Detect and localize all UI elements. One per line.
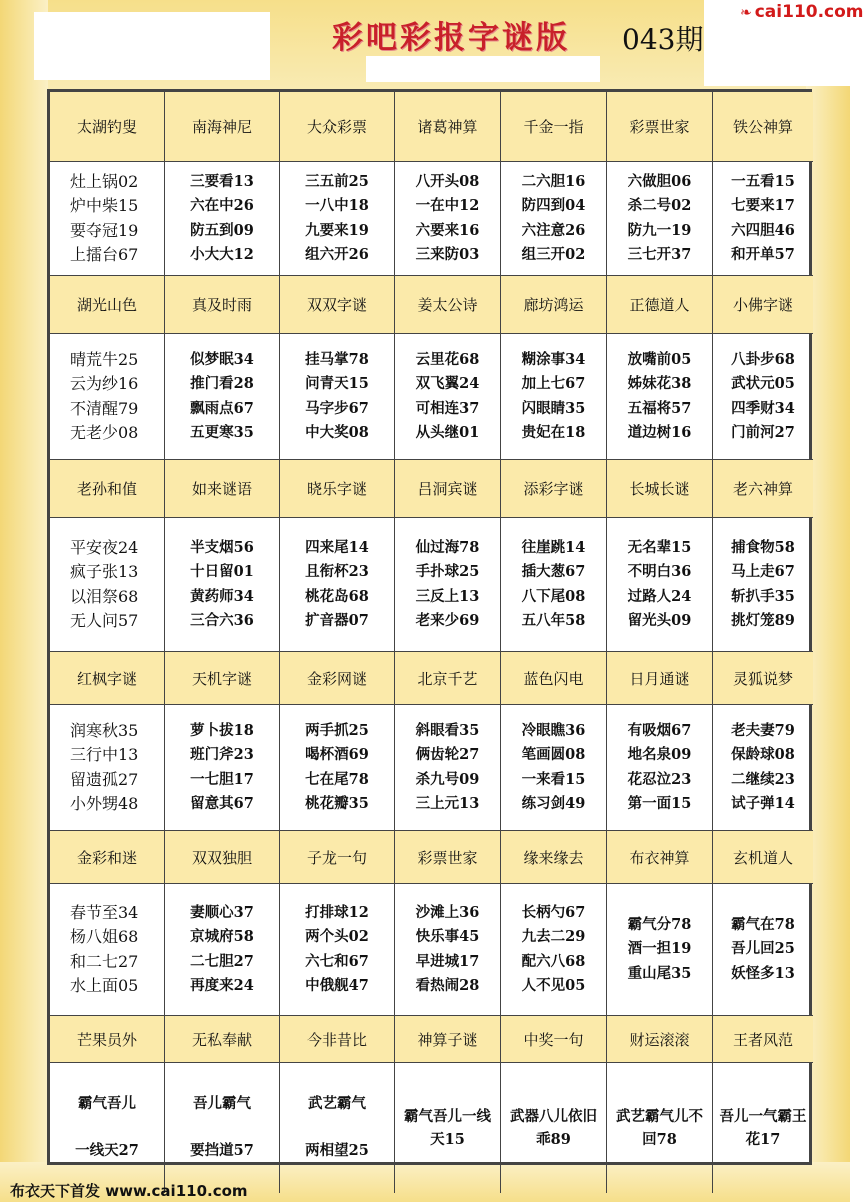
puzzle-cell [395,1063,501,1193]
puzzle-cell [713,518,813,652]
column-header: 长城长谜 [607,460,713,518]
puzzle-line: 二六胆16 [521,172,586,190]
puzzle-line: 黄药师34 [190,587,254,605]
puzzle-line: 霸气在78 [731,915,795,933]
puzzle-line: 门前河27 [731,424,795,441]
column-header: 双双独胆 [165,831,280,884]
column-header: 无私奉献 [165,1016,280,1063]
puzzle-line: 六七和67 [305,952,369,970]
puzzle-cell [395,334,501,460]
puzzle-line: 不清醒79 [70,398,139,418]
puzzle-line: 闪眼睛35 [521,399,586,417]
puzzle-line: 三行中13 [70,745,139,764]
puzzle-line: 从头继01 [415,424,480,441]
puzzle-line: 贵妃在18 [521,424,586,441]
puzzle-line: 一在中12 [415,197,480,214]
column-header: 玄机道人 [713,831,813,884]
puzzle-table [47,89,812,1165]
puzzle-line: 放嘴前05 [627,350,692,368]
puzzle-line: 吾儿一气霸王花17 [719,1108,807,1148]
puzzle-line: 组六开26 [305,246,369,263]
puzzle-line: 问青天15 [305,375,369,392]
page-title: 彩吧彩报字谜版 [332,20,570,56]
puzzle-cell [713,705,813,831]
column-header: 今非昔比 [280,1016,395,1063]
puzzle-line: 老来少69 [415,612,480,629]
puzzle-line: 可相连37 [415,399,480,417]
column-header: 老六神算 [713,460,813,518]
column-header: 真及时雨 [165,276,280,334]
puzzle-line: 平安夜24 [70,537,139,557]
puzzle-cell [280,334,395,460]
column-header: 布衣神算 [607,831,713,884]
column-header: 廊坊鸿运 [501,276,607,334]
puzzle-line: 三上元13 [415,795,480,812]
column-header: 神算子谜 [395,1016,501,1063]
puzzle-line: 糊涂事34 [521,350,586,368]
puzzle-line: 上擂台67 [70,245,139,264]
puzzle-line: 一五看15 [731,172,795,190]
puzzle-line: 晴荒牛25 [70,349,139,369]
puzzle-line: 无名辈15 [627,538,692,556]
puzzle-line: 长柄勺67 [521,903,586,921]
puzzle-line: 配六八68 [521,952,586,970]
column-header: 湖光山色 [50,276,165,334]
puzzle-line: 快乐事45 [415,928,480,945]
column-header: 铁公神算 [713,92,813,162]
column-header: 大众彩票 [280,92,395,162]
puzzle-line: 一七胆17 [190,770,254,788]
puzzle-line: 二继续23 [731,770,795,788]
puzzle-line: 霸气吾儿 [78,1095,136,1113]
puzzle-line: 试子弹14 [731,795,795,812]
puzzle-cell [165,1063,280,1193]
column-header: 蓝色闪电 [501,652,607,705]
puzzle-cell [501,334,607,460]
puzzle-line: 两手抓25 [305,721,369,739]
puzzle-cell [165,884,280,1016]
puzzle-line: 一八中18 [305,197,369,214]
puzzle-line: 六注意26 [521,221,586,239]
puzzle-line: 四来尾14 [305,538,369,556]
puzzle-line: 笔画圆08 [521,746,586,763]
puzzle-line: 斩扒手35 [731,587,795,605]
puzzle-line: 桃花岛68 [305,587,369,605]
puzzle-line: 中俄舰47 [305,977,369,994]
puzzle-line: 武艺霸气儿不回78 [616,1108,703,1148]
puzzle-line: 似梦眠34 [190,350,254,368]
puzzle-cell [165,518,280,652]
puzzle-cell [50,1063,165,1193]
column-header: 北京千艺 [395,652,501,705]
puzzle-line: 防四到04 [521,197,586,214]
puzzle-line: 灶上锅02 [70,171,139,191]
puzzle-cell [607,884,713,1016]
puzzle-line: 妻顺心37 [190,903,254,921]
puzzle-line: 八卦步68 [731,350,795,368]
puzzle-line: 中大奖08 [305,424,369,441]
puzzle-line: 加上七67 [521,375,586,392]
puzzle-cell [501,1063,607,1193]
puzzle-line: 两个头02 [305,928,369,945]
puzzle-line: 地名泉09 [627,746,692,763]
puzzle-line: 三来防03 [415,246,480,263]
left-background [0,0,48,1202]
site-logo [740,2,864,22]
puzzle-line: 杀九号09 [415,770,480,788]
puzzle-line: 飘雨点67 [190,399,254,417]
puzzle-line: 三反上13 [415,587,480,605]
puzzle-cell [50,518,165,652]
puzzle-line: 半支烟56 [190,538,254,556]
blank-label-box [34,12,270,80]
puzzle-cell [280,518,395,652]
puzzle-line: 炉中柴15 [70,196,139,215]
puzzle-line: 留遗孤27 [70,769,139,789]
puzzle-line: 无老少08 [70,423,139,442]
puzzle-line: 打排球12 [305,903,369,921]
puzzle-line: 重山尾35 [627,964,692,982]
puzzle-line: 三五前25 [305,172,369,190]
puzzle-line: 马上走67 [731,563,795,580]
puzzle-cell [165,705,280,831]
puzzle-line: 练习剑49 [521,795,586,812]
puzzle-line: 马字步67 [305,399,369,417]
puzzle-cell [501,162,607,276]
puzzle-line: 吾儿回25 [731,940,795,958]
puzzle-line: 云里花68 [415,350,480,368]
puzzle-line: 过路人24 [627,587,692,605]
puzzle-line: 两相望25 [305,1142,369,1160]
puzzle-line: 润寒秋35 [70,720,139,740]
puzzle-cell [395,705,501,831]
column-header: 添彩字谜 [501,460,607,518]
puzzle-line: 以泪祭68 [70,586,139,606]
puzzle-line: 酒一担19 [627,940,692,958]
puzzle-line: 斜眼看35 [415,721,480,739]
puzzle-line: 小大大12 [190,246,254,263]
puzzle-line: 十日留01 [190,563,254,580]
column-header: 太湖钓叟 [50,92,165,162]
puzzle-line: 留光头09 [627,612,692,629]
column-header: 红枫字谜 [50,652,165,705]
puzzle-line: 扩音器07 [305,612,369,629]
puzzle-cell [50,705,165,831]
puzzle-line: 霸气分78 [627,915,692,933]
puzzle-line: 仙过海78 [415,538,480,556]
puzzle-line: 往崖跳14 [521,538,586,556]
puzzle-line: 六在中26 [190,197,254,214]
puzzle-line: 和二七27 [70,951,139,971]
footer-credit: 布衣天下首发 www.cai110.com [10,1182,248,1200]
puzzle-cell [50,884,165,1016]
puzzle-line: 双飞翼24 [415,375,480,392]
puzzle-line: 道边树16 [627,424,692,441]
puzzle-line: 老夫妻79 [731,721,795,739]
puzzle-cell [395,162,501,276]
puzzle-line: 武艺霸气 [308,1095,366,1113]
puzzle-line: 七要来17 [731,197,795,214]
puzzle-line: 人不见05 [521,977,586,994]
puzzle-line: 一来看15 [521,770,586,788]
column-header: 日月通谜 [607,652,713,705]
puzzle-cell [50,162,165,276]
puzzle-line: 挂马掌78 [305,350,369,368]
puzzle-line: 喝杯酒69 [305,746,369,763]
puzzle-line: 小外甥48 [70,794,139,813]
puzzle-line: 第一面15 [627,795,692,812]
puzzle-line: 无人问57 [70,611,139,630]
puzzle-cell [50,334,165,460]
puzzle-line: 防九一19 [627,221,692,239]
column-header: 灵狐说梦 [713,652,813,705]
puzzle-line: 武状元05 [731,375,795,392]
column-header: 金彩和迷 [50,831,165,884]
puzzle-cell [280,162,395,276]
puzzle-line: 再度来24 [190,977,254,994]
column-header: 晓乐字谜 [280,460,395,518]
puzzle-line: 桃花瓣35 [305,795,369,812]
puzzle-cell [713,884,813,1016]
puzzle-line: 九要来19 [305,221,369,239]
column-header: 老孙和值 [50,460,165,518]
puzzle-line: 且衔杯23 [305,563,369,580]
puzzle-line: 三七开37 [627,246,692,263]
puzzle-line: 水上面05 [70,976,139,995]
puzzle-line: 保龄球08 [731,746,795,763]
puzzle-cell [607,162,713,276]
puzzle-line: 疯子张13 [70,562,139,581]
puzzle-line: 五福将57 [627,399,692,417]
puzzle-cell [713,162,813,276]
column-header: 南海神尼 [165,92,280,162]
column-header: 正德道人 [607,276,713,334]
issue-number: 043期 [622,23,704,56]
puzzle-line: 挑灯笼89 [731,612,795,629]
column-header: 吕洞宾谜 [395,460,501,518]
puzzle-line: 云为纱16 [70,374,139,393]
puzzle-line: 组三开02 [521,246,586,263]
puzzle-line: 不明白36 [627,563,692,580]
column-header: 子龙一句 [280,831,395,884]
puzzle-cell [607,705,713,831]
puzzle-line: 九去二29 [521,928,586,945]
puzzle-cell [395,884,501,1016]
column-header: 诸葛神算 [395,92,501,162]
puzzle-line: 五更寒35 [190,424,254,441]
site-url: cai110.com [754,2,864,22]
puzzle-line: 手扑球25 [415,563,480,580]
puzzle-line: 看热闹28 [415,977,480,994]
column-header: 千金一指 [501,92,607,162]
column-header: 财运滚滚 [607,1016,713,1063]
column-header: 芒果员外 [50,1016,165,1063]
puzzle-line: 插大葱67 [521,563,586,580]
puzzle-line: 萝卜拔18 [190,721,254,739]
puzzle-line: 四季财34 [731,399,795,417]
puzzle-line: 八下尾08 [521,587,586,605]
puzzle-line: 吾儿霸气 [193,1095,251,1113]
puzzle-line: 和开单57 [731,246,795,263]
bird-icon: ❧ [740,5,752,21]
puzzle-line: 留意其67 [190,795,254,812]
puzzle-line: 姊妹花38 [627,375,692,392]
column-header: 彩票世家 [607,92,713,162]
puzzle-line: 一线天27 [75,1142,139,1160]
puzzle-cell [501,884,607,1016]
puzzle-line: 防五到09 [190,221,254,239]
puzzle-line: 杀二号02 [627,197,692,214]
puzzle-cell [713,334,813,460]
column-header: 双双字谜 [280,276,395,334]
column-header: 如来谜语 [165,460,280,518]
puzzle-cell [280,705,395,831]
puzzle-line: 六四胆46 [731,221,795,239]
puzzle-cell [280,884,395,1016]
puzzle-line: 早进城17 [415,952,480,970]
puzzle-line: 推门看28 [190,375,254,392]
puzzle-cell [395,518,501,652]
puzzle-line: 京城府58 [190,928,254,945]
puzzle-line: 冷眼瞧36 [521,721,586,739]
puzzle-line: 五八年58 [521,612,586,629]
puzzle-cell [713,1063,813,1193]
puzzle-line: 花忍泣23 [627,770,692,788]
column-header: 王者风范 [713,1016,813,1063]
puzzle-line: 二七胆27 [190,952,254,970]
puzzle-line: 杨八姐68 [70,927,139,946]
puzzle-line: 六做胆06 [627,172,692,190]
puzzle-line: 六要来16 [415,221,480,239]
puzzle-cell [501,705,607,831]
puzzle-line: 八开头08 [415,172,480,190]
blank-label-box [366,56,600,82]
column-header: 缘来缘去 [501,831,607,884]
puzzle-line: 要挡道57 [190,1142,254,1160]
puzzle-line: 三要看13 [190,172,254,190]
puzzle-cell [607,1063,713,1193]
puzzle-line: 妖怪多13 [731,964,795,982]
column-header: 小佛字谜 [713,276,813,334]
puzzle-line: 霸气吾儿一线天15 [404,1108,491,1148]
puzzle-line: 七在尾78 [305,770,369,788]
puzzle-line: 俩齿轮27 [415,746,480,763]
puzzle-cell [607,334,713,460]
puzzle-line: 武器八儿依旧乖89 [510,1108,597,1148]
puzzle-cell [165,334,280,460]
puzzle-cell [501,518,607,652]
puzzle-line: 有吸烟67 [627,721,692,739]
puzzle-line: 捕食物58 [731,538,795,556]
puzzle-line: 沙滩上36 [415,903,480,921]
puzzle-line: 春节至34 [70,902,139,922]
puzzle-line: 三合六36 [190,612,254,629]
column-header: 金彩网谜 [280,652,395,705]
puzzle-cell [165,162,280,276]
column-header: 中奖一句 [501,1016,607,1063]
puzzle-line: 班门斧23 [190,746,254,763]
column-header: 彩票世家 [395,831,501,884]
column-header: 天机字谜 [165,652,280,705]
column-header: 姜太公诗 [395,276,501,334]
puzzle-line: 要夺冠19 [70,220,139,240]
puzzle-cell [607,518,713,652]
puzzle-cell [280,1063,395,1193]
